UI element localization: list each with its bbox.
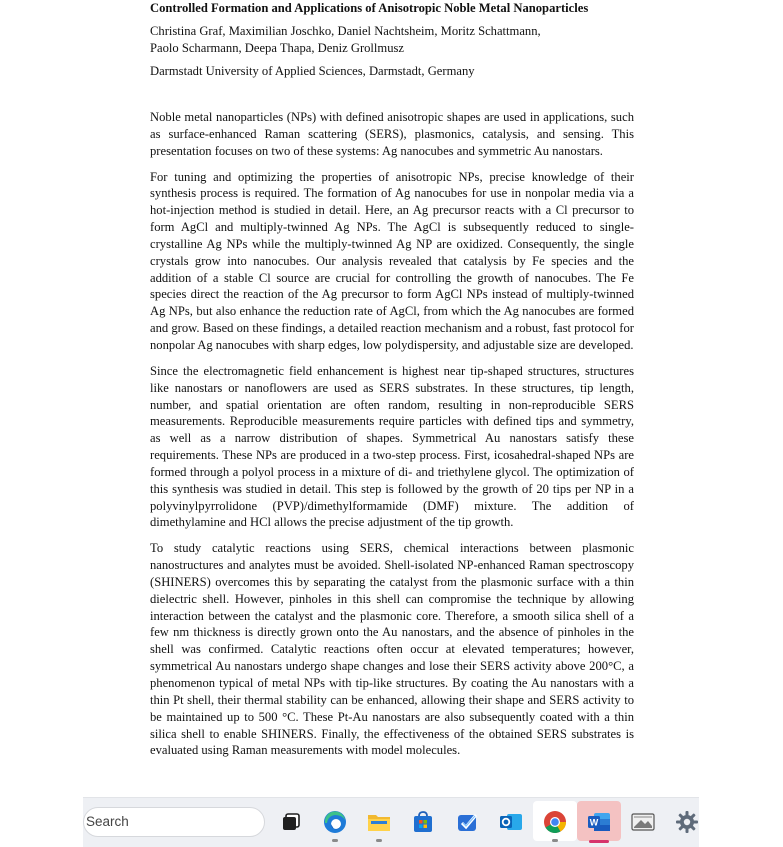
abstract-body bbox=[150, 109, 634, 766]
outlook-button[interactable] bbox=[495, 806, 527, 838]
store-button[interactable] bbox=[407, 806, 439, 838]
settings-button[interactable] bbox=[671, 806, 703, 838]
affiliation: Darmstadt University of Applied Sciences, Darmstadt, Germany bbox=[150, 64, 475, 78]
taskbar bbox=[83, 797, 699, 847]
word-button[interactable] bbox=[583, 806, 615, 838]
svg-text:W: W bbox=[589, 817, 599, 828]
running-indicator bbox=[552, 839, 558, 842]
paragraph: For tuning and optimizing the properties of anisotropic NPs, precise knowledge of their synthesis process is required. The formation of Ag nanocubes for use in nonpolar media via a hot-injection method is studied in detail. Here, an Ag precursor reacts with a Cl precursor to form AgCl and multiply-twinned Ag NPs. The AgCl is subsequently reduced to single-crystalline Ag NPs while the multiply-twinned Ag NP are oxidized. Consequently, the single crystals grow into nanocubes. Our analysis revealed that catalysis by Fe species and the addition of a stable Cl source are crucial for controlling the growth of nanocubes. The Fe species direct the reaction of the Ag precursor to form AgCl NPs instead of multiply-twinned Ag NPs, but also enhance the reduction rate of AgCl, from which the Ag nanocubes are formed and grow. Based on these findings, a detailed reaction mechanism and a robust, fast protocol for nonpolar Ag nanocubes with sharp edges, low polydispersity, and adjustable size are developed. bbox=[150, 169, 634, 352]
chrome-icon bbox=[542, 809, 568, 835]
store-icon bbox=[411, 810, 435, 834]
edge-icon bbox=[322, 809, 348, 835]
paragraph: Since the electromagnetic field enhancement is highest near tip-shaped structures, structures like nanostars or nanoflowers are used as SERS substrates. In these structures, tip length, number, and spatial orientation are often random, resulting in non-reproducible SERS measurements. Reproducible measurements require particles with defined tips and symmetry, as well as a narrow distribution of shapes. Symmetrical Au nanostars satisfy these requirements. These NPs are produced in a two-step process. First, icosahedral-shaped NPs are formed through a polyol process in a mixture of di- and triethylene glycol. The optimization of this synthesis was studied in detail. This step is followed by the growth of 20 tips per NP in a polyvinylpyrrolidone (PVP)/dimethylformamide (DMF) mixture. The addition of dimethylamine and HCl allows the precise adjustment of the tip growth. bbox=[150, 363, 634, 530]
taskbar-search-box[interactable] bbox=[83, 807, 265, 837]
running-indicator bbox=[376, 839, 382, 842]
task-view-button[interactable] bbox=[275, 806, 307, 838]
task-view-icon bbox=[280, 811, 302, 833]
active-indicator bbox=[589, 840, 609, 843]
todo-icon bbox=[454, 809, 480, 835]
running-indicator bbox=[332, 839, 338, 842]
paragraph: To study catalytic reactions using SERS, chemical interactions between plasmonic nanostructures and analytes must be avoided. Shell-isolated NP-enhanced Raman spectroscopy (SHINERS) overcomes this by separating the catalyst from the plasmonic surface with a thin dielectric shell. However, pinholes in this shell can compromise the technique by allowing interaction between the catalyst and the plasmonic core. Therefore, a smooth silica shell of a few nm thickness is directly grown onto the Au nanostars, and the absence of pinholes in the shell was confirmed. Catalytic reactions often occur at elevated temperatures; however, symmetrical Au nanostars undergo shape changes and lose their SERS activity above 200°C, a phenomenon typical of metal NPs with tip-like structures. By coating the Au nanostars with a thin Pt shell, their thermal stability can be enhanced, allowing their shape and SERS activity to be maintained up to 500 °C. These Pt-Au nanostars are also subsequently coated with a thin silica shell to enable SHINERS. Finally, the effectiveness of the obtained SERS substrates is evaluated using Raman measurements with model molecules. bbox=[150, 541, 634, 758]
word-icon bbox=[586, 810, 612, 834]
authors-line-1: Christina Graf, Maximilian Joschko, Daniel Nachtsheim, Moritz Schattmann, bbox=[150, 24, 541, 38]
file-explorer-button[interactable] bbox=[363, 806, 395, 838]
chrome-button[interactable] bbox=[539, 806, 571, 838]
paragraph: Noble metal nanoparticles (NPs) with defined anisotropic shapes are used in applications, such as surface-enhanced Raman scattering (SERS), plasmonics, catalysis, and sensing. This presentation focuses on two of these systems: Ag nanocubes and symmetric Au nanostars. bbox=[150, 110, 634, 158]
folder-icon bbox=[366, 810, 392, 834]
gear-icon bbox=[675, 810, 699, 834]
document-title: Controlled Formation and Applications of Anisotropic Noble Metal Nanoparticles bbox=[150, 1, 589, 15]
search-label: Search bbox=[86, 814, 129, 829]
photos-button[interactable] bbox=[627, 806, 659, 838]
todo-button[interactable] bbox=[451, 806, 483, 838]
photos-icon bbox=[630, 811, 656, 833]
outlook-icon bbox=[498, 810, 524, 834]
author-list bbox=[150, 23, 541, 57]
edge-button[interactable] bbox=[319, 806, 351, 838]
authors-line-2: Paolo Scharmann, Deepa Thapa, Deniz Grollmusz bbox=[150, 41, 405, 55]
